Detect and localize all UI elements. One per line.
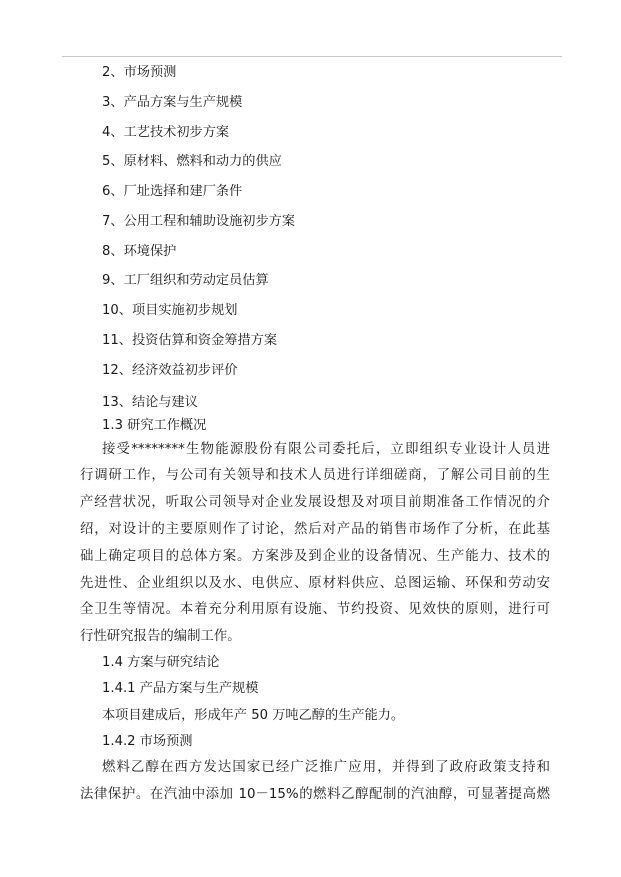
- section-heading: 1.3 研究工作概况: [102, 418, 207, 433]
- section-heading: 1.4 方案与研究结论: [102, 655, 220, 670]
- outline-item: 13、结论与建议: [102, 395, 198, 410]
- paragraph-line: 燃料乙醇在西方发达国家已经广泛推广应用，并得到了政府政策支持和: [102, 760, 550, 775]
- outline-item: 7、公用工程和辅助设施初步方案: [102, 214, 296, 229]
- outline-item: 10、项目实施初步规划: [102, 303, 238, 318]
- paragraph-line: 行调研工作，与公司有关领导和技术人员进行详细磋商，了解公司目前的生: [80, 468, 550, 483]
- paragraph-line: 产经营状况，听取公司领导对企业发展设想及对项目前期准备工作情况的介: [80, 495, 550, 510]
- outline-item: 11、投资估算和资金筹措方案: [102, 333, 278, 348]
- outline-item: 8、环境保护: [102, 244, 177, 259]
- outline-item: 2、市场预测: [102, 65, 177, 80]
- subsection-heading: 1.4.2 市场预测: [102, 734, 193, 749]
- paragraph-line: 先进性、企业组织以及水、电供应、原材料供应、总图运输、环保和劳动安: [80, 576, 550, 591]
- paragraph-line: 本项目建成后，形成年产 50 万吨乙醇的生产能力。: [102, 708, 405, 723]
- paragraph-line: 接受********生物能源股份有限公司委托后，立即组织专业设计人员进: [102, 442, 550, 457]
- outline-item: 3、产品方案与生产规模: [102, 95, 243, 110]
- outline-item: 12、经济效益初步评价: [102, 363, 238, 378]
- paragraph-line: 全卫生等情况。本着充分利用原有设施、节约投资、见效快的原则，进行可: [80, 602, 550, 617]
- header-rule: [62, 56, 562, 57]
- outline-item: 5、原材料、燃料和动力的供应: [102, 154, 282, 169]
- paragraph-line: 础上确定项目的总体方案。方案涉及到企业的设备情况、生产能力、技术的: [80, 549, 550, 564]
- paragraph-line: 行性研究报告的编制工作。: [80, 629, 241, 644]
- outline-item: 4、工艺技术初步方案: [102, 125, 230, 140]
- paragraph-line: 绍，对设计的主要原则作了讨论，然后对产品的销售市场作了分析，在此基: [80, 522, 550, 537]
- subsection-heading: 1.4.1 产品方案与生产规模: [102, 681, 259, 696]
- outline-item: 6、厂址选择和建厂条件: [102, 184, 243, 199]
- outline-item: 9、工厂组织和劳动定员估算: [102, 273, 269, 288]
- paragraph-line: 法律保护。在汽油中添加 10－15%的燃料乙醇配制的汽油醇，可显著提高燃: [80, 787, 550, 802]
